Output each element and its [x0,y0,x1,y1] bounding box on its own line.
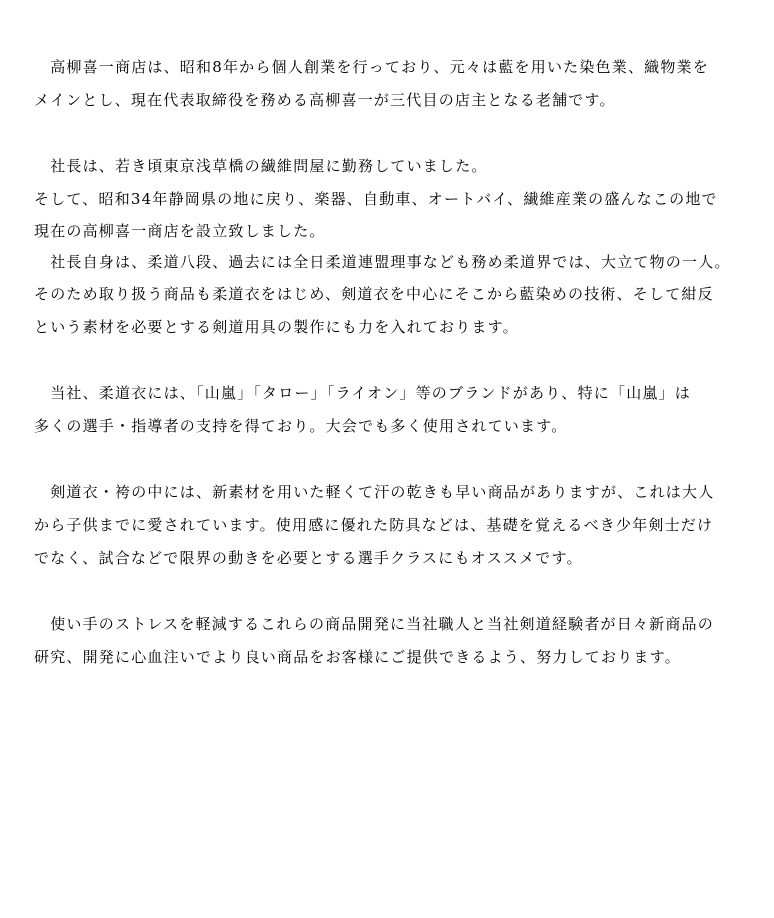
text-line: 社長自身は、柔道八段、過去には全日柔道連盟理事なども務め柔道界では、大立て物の一人。 [34,253,731,271]
text-line: そのため取り扱う商品も柔道衣をはじめ、剣道衣を中心にそこから藍染めの技術、そして紺反 [34,285,714,303]
text-line: 現在の高柳喜一商店を設立致しました。 [34,222,326,240]
text-line: 社長は、若き頃東京浅草橋の繊維問屋に勤務していました。 [34,157,488,175]
text-line: 高柳喜一商店は、昭和8年から個人創業を行っており、元々は藍を用いた染色業、織物業を [34,58,709,76]
text-line: という素材を必要とする剣道用具の製作にも力を入れております。 [34,318,519,336]
paragraph-brands [34,377,764,443]
text-line: 研究、開発に心血注いでより良い商品をお客様にご提供できるよう、努力しております。 [34,648,681,666]
text-line: から子供までに愛されています。使用感に優れた防具などは、基礎を覚えるべき少年剣士だけ [34,516,714,534]
text-line: 剣道衣・袴の中には、新素材を用いた軽くて汗の乾きも早い商品がありますが、これは大人 [34,483,715,501]
paragraph-spacer [34,344,764,377]
paragraph-development [34,608,764,674]
paragraph-president [34,150,764,344]
text-line: でなく、試合などで限界の動きを必要とする選手クラスにもオススメです。 [34,549,583,567]
text-line: 当社、柔道衣には、「山嵐」「タロー」「ライオン」等のブランドがあり、特に「山嵐」は [34,384,692,402]
paragraph-spacer [34,443,764,476]
text-line: そして、昭和34年静岡県の地に戻り、楽器、自動車、オートバイ、繊維産業の盛んなこの地で [34,190,718,208]
text-line: メインとし、現在代表取締役を務める高柳喜一が三代目の店主となる老舗です。 [34,91,616,109]
paragraph-spacer [34,117,764,150]
paragraph-kendo-wear [34,476,764,575]
company-description [34,51,764,674]
text-line: 使い手のストレスを軽減するこれらの商品開発に当社職人と当社剣道経験者が日々新商品の [34,615,714,633]
paragraph-spacer [34,575,764,608]
text-line: 多くの選手・指導者の支持を得ており。大会でも多く使用されています。 [34,417,568,435]
paragraph-history [34,51,764,117]
